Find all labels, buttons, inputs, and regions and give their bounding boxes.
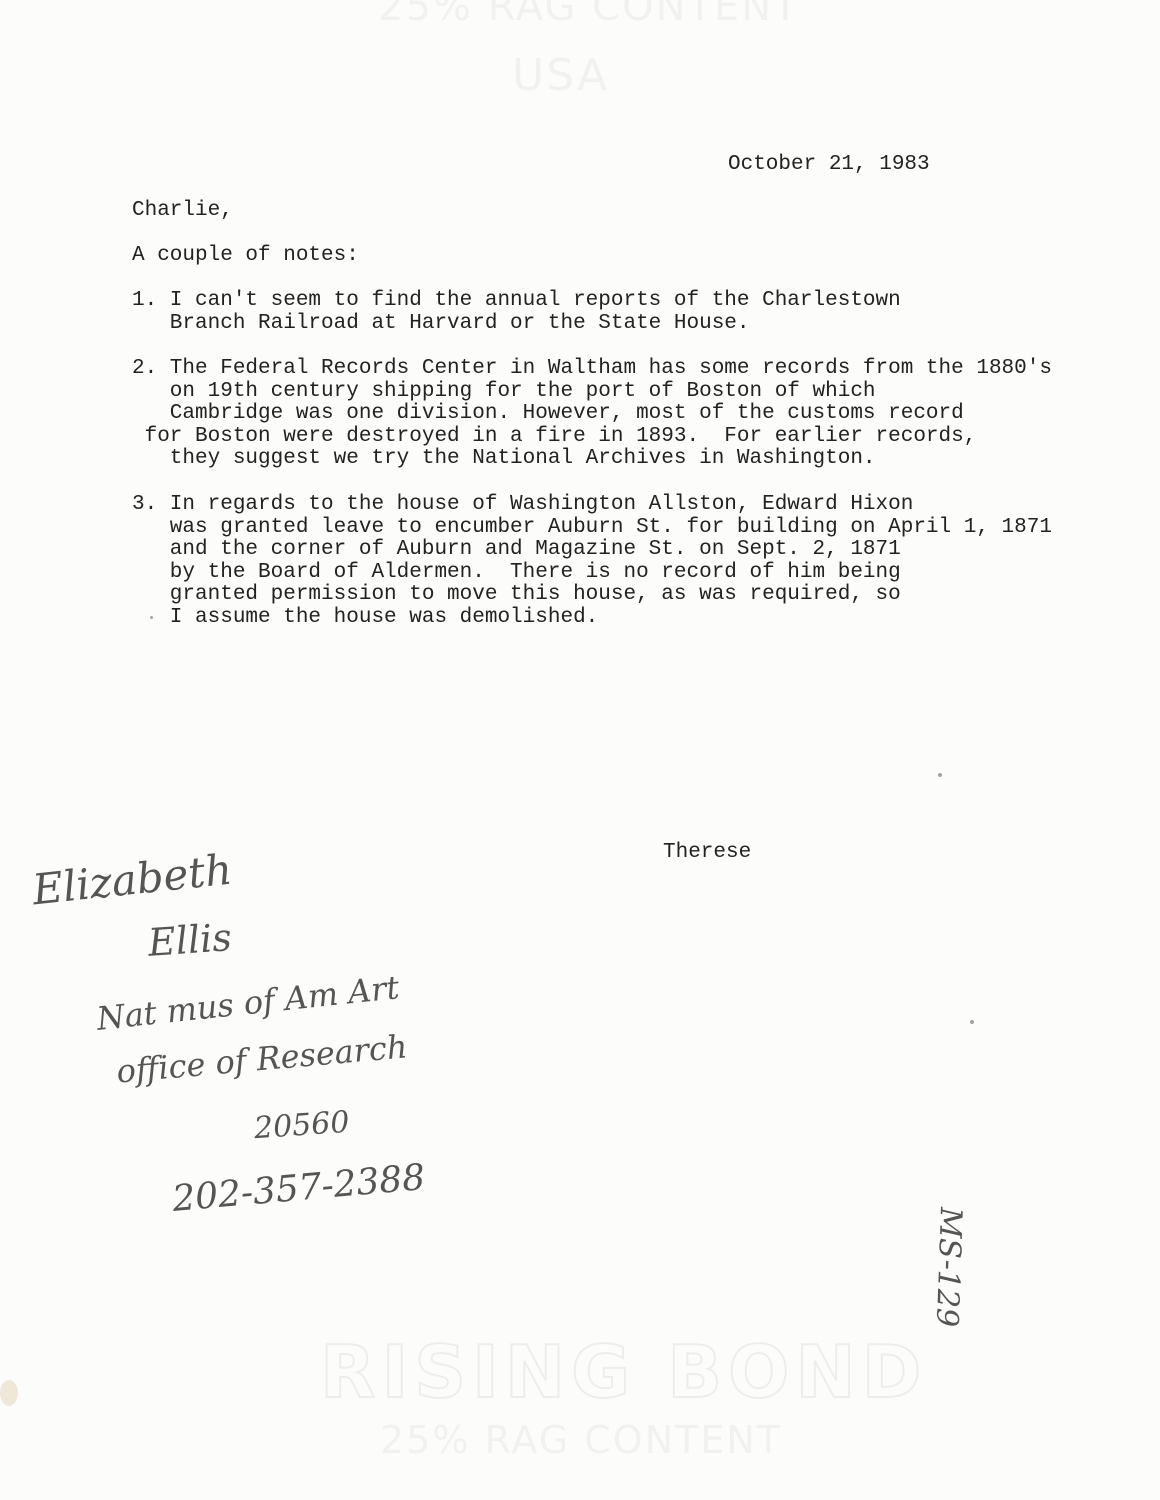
paper-speck [970, 1020, 974, 1024]
handwritten-phone: 202-357-2388 [170, 1157, 427, 1220]
handwritten-last-name: Ellis [146, 915, 234, 965]
note-item-2: 2. The Federal Records Center in Waltham has some records from the 1880's on 19th century shipping for the port of Boston of which Cambridge was one division. However, most of the customs record for Boston were destroyed in a fire in 1893. For earlier records, they suggest we try the National Archives in Washington. [132, 357, 1052, 470]
handwritten-institution: Nat mus of Am Art [94, 968, 401, 1038]
letter-signature: Therese [663, 841, 752, 864]
paper-speck [150, 616, 153, 619]
note-item-3: 3. In regards to the house of Washington Allston, Edward Hixon was granted leave to encumber Auburn St. for building on April 1, 1871 and the corner of Auburn and Magazine St. on Sept. 2, 1871 by the Board of Aldermen. There is no record of him being granted permission to move this house, as was required, so I assume the house was demolished. [132, 493, 1052, 629]
paper-stain [0, 1380, 18, 1406]
letter-date: October 21, 1983 [728, 153, 930, 176]
handwritten-office: office of Research [114, 1027, 409, 1091]
watermark-bottom-line-2 [380, 1418, 782, 1462]
watermark-bottom-line-1: RISING BOND [320, 1330, 928, 1414]
letter-salutation: Charlie, [132, 199, 233, 222]
letter-intro: A couple of notes: [132, 244, 359, 267]
handwritten-first-name: Elizabeth [29, 844, 235, 915]
paper-speck [938, 773, 942, 777]
watermark-top-line-1 [378, 0, 800, 30]
watermark-top-line-2 [512, 50, 609, 101]
handwritten-side-note: MS-129 [928, 1206, 968, 1328]
handwritten-zip: 20560 [252, 1104, 351, 1147]
note-item-1: 1. I can't seem to find the annual reports of the Charlestown Branch Railroad at Harvard or the State House. [132, 289, 901, 335]
